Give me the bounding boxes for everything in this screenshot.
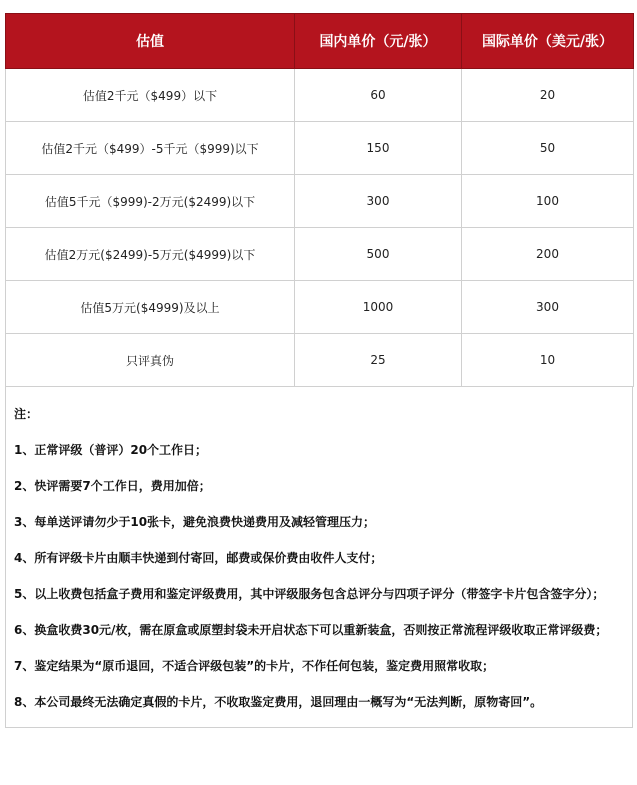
domestic-price-cell: 25 [295,334,462,387]
domestic-price-cell: 150 [295,122,462,175]
note-item: 6、换盒收费30元/枚，需在原盒或原塑封袋未开启状态下可以重新装盒，否则按正常流程评级收取正常评级费； [14,623,608,637]
domestic-price-cell: 60 [295,69,462,122]
note-item: 5、以上收费包括盒子费用和鉴定评级费用，其中评级服务包含总评分与四项子评分（带签字卡片包含签字分）； [14,587,605,601]
intl-price-cell: 10 [462,334,634,387]
note-item: 7、鉴定结果为“原币退回，不适合评级包装”的卡片，不作任何包装，鉴定费用照常收取； [14,659,495,673]
valuation-cell: 估值5万元($4999)及以上 [6,281,295,334]
header-intl-price: 国际单价（美元/张） [462,14,634,69]
intl-price-cell: 50 [462,122,634,175]
intl-price-cell: 100 [462,175,634,228]
valuation-cell: 估值2万元($2499)-5万元($4999)以下 [6,228,295,281]
header-valuation: 估值 [6,14,295,69]
valuation-cell: 估值5千元（$999)-2万元($2499)以下 [6,175,295,228]
note-item: 2、快评需要7个工作日，费用加倍； [14,479,211,493]
valuation-cell: 估值2千元（$499）-5千元（$999)以下 [6,122,295,175]
pricing-document [5,13,633,728]
table-header-row [6,14,634,69]
intl-price-cell: 20 [462,69,634,122]
intl-price-cell: 300 [462,281,634,334]
domestic-price-cell: 300 [295,175,462,228]
note-item: 4、所有评级卡片由顺丰快递到付寄回，邮费或保价费由收件人支付； [14,551,383,565]
header-domestic-price: 国内单价（元/张） [295,14,462,69]
valuation-cell: 估值2千元（$499）以下 [6,69,295,122]
domestic-price-cell: 500 [295,228,462,281]
table-row [6,334,634,387]
valuation-cell: 只评真伪 [6,334,295,387]
notes-section [5,387,633,728]
table-row [6,69,634,122]
note-item: 8、本公司最终无法确定真假的卡片，不收取鉴定费用，退回理由一概写为“无法判断，原物寄回”。 [14,695,543,709]
notes-title: 注： [14,407,39,421]
table-row [6,122,634,175]
note-item: 1、正常评级（普评）20个工作日； [14,443,208,457]
note-item: 3、每单送评请勿少于10张卡，避免浪费快递费用及减轻管理压力； [14,515,376,529]
table-row [6,175,634,228]
pricing-table [5,13,634,387]
table-row [6,228,634,281]
table-row [6,281,634,334]
intl-price-cell: 200 [462,228,634,281]
domestic-price-cell: 1000 [295,281,462,334]
